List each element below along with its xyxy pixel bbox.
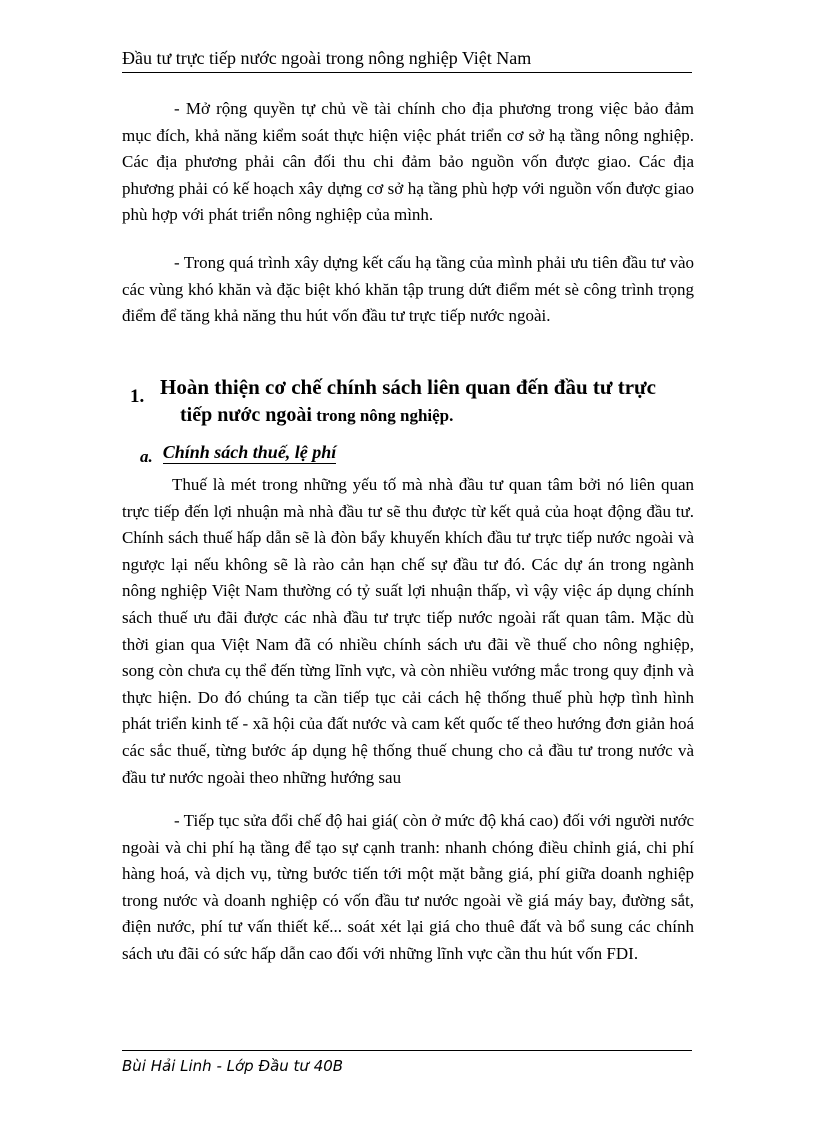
sub-heading [140, 440, 336, 465]
paragraph-infrastructure-priority: - Trong quá trình xây dựng kết cấu hạ tầng của mình phải ưu tiên đầu tư vào các vùng khó khăn và đặc biệt khó khăn tập trung dứt điểm mét sè công trình trọng điểm để tăng khả năng thu hút vốn đầu tư trực tiếp nước ngoài. [122, 253, 694, 326]
footer-divider [122, 1050, 692, 1051]
section-heading-line1: Hoàn thiện cơ chế chính sách liên quan đến đầu tư trực [160, 375, 656, 399]
sub-heading-title: Chính sách thuế, lệ phí [162, 442, 337, 462]
section-heading-line2 [180, 402, 453, 429]
page-header-title: Đầu tư trực tiếp nước ngoài trong nông nghiệp Việt Nam [122, 48, 532, 68]
section-heading-line2-main: tiếp nước ngoài [180, 404, 312, 426]
header-divider [122, 72, 692, 73]
section-heading-line2-rest: trong nông nghiệp. [311, 406, 454, 425]
paragraph-financial-autonomy: - Mở rộng quyền tự chủ về tài chính cho địa phương trong việc bảo đảm mục đích, khả năng kiểm soát thực hiện việc phát triển cơ sở hạ tầng nông nghiệp. Các địa phương phải cân đối thu chi đảm bảo nguồn vốn được giao. Các địa phương phải có kế hoạch xây dựng cơ sở hạ tầng phù hợp với nguồn vốn được giao phù hợp với phát triển nông nghiệp của mình. [122, 99, 694, 225]
paragraph-tax-policy: Thuế là mét trong những yếu tố mà nhà đầu tư quan tâm bởi nó liên quan trực tiếp đến lợi nhuận mà nhà đầu tư sẽ thu được từ kết quả của hoạt động đầu tư. Chính sách thuế hấp dẫn sẽ là đòn bẩy khuyến khích đầu tư trực tiếp nước ngoài và ngược lại nếu không sẽ là rào cản hạn chế sự đầu tư đó. Các dự án trong ngành nông nghiệp Việt Nam thường có tỷ suất lợi nhuận thấp, vì vậy việc áp dụng chính sách thuế ưu đãi được các nhà đầu tư trực tiếp nước ngoài rất quan tâm. Mặc dù thời gian qua Việt Nam đã có nhiều chính sách ưu đãi về thuế cho nông nghiệp, song còn chưa cụ thể đến từng lĩnh vực, và còn nhiều vướng mắc trong quy định và thực hiện. Do đó chúng ta cần tiếp tục cải cách hệ thống thuế phù hợp tình hình phát triển kinh tế - xã hội của đất nước và cam kết quốc tế theo hướng đơn giản hoá các sắc thuế, từng bước áp dụng hệ thống thuế chung cho cả đầu tư trong nước và đầu tư nước ngoài theo những hướng sau [122, 475, 694, 787]
section-number: 1. [130, 386, 145, 407]
page-footer-author: Bùi Hải Linh - Lớp Đầu tư 40B [122, 1057, 344, 1075]
paragraph-dual-pricing: - Tiếp tục sửa đổi chế độ hai giá( còn ở mức độ khá cao) đối với người nước ngoài và chi phí hạ tầng để tạo sự cạnh tranh: nhanh chóng điều chỉnh giá, chi phí hàng hoá, và dịch vụ, từng bước tiến tới một mặt bằng giá, phí giữa doanh nghiệp trong nước và doanh nghiệp có vốn đầu tư nước ngoài về giá máy bay, đường sắt, điện nước, phí tư vấn thiết kế... soát xét lại giá cho thuê đất và bổ sung các chính sách ưu đãi có sức hấp dẫn cao đối với những lĩnh vực cần thu hút vốn FDI. [122, 811, 694, 963]
sub-heading-letter: a. [140, 447, 153, 466]
